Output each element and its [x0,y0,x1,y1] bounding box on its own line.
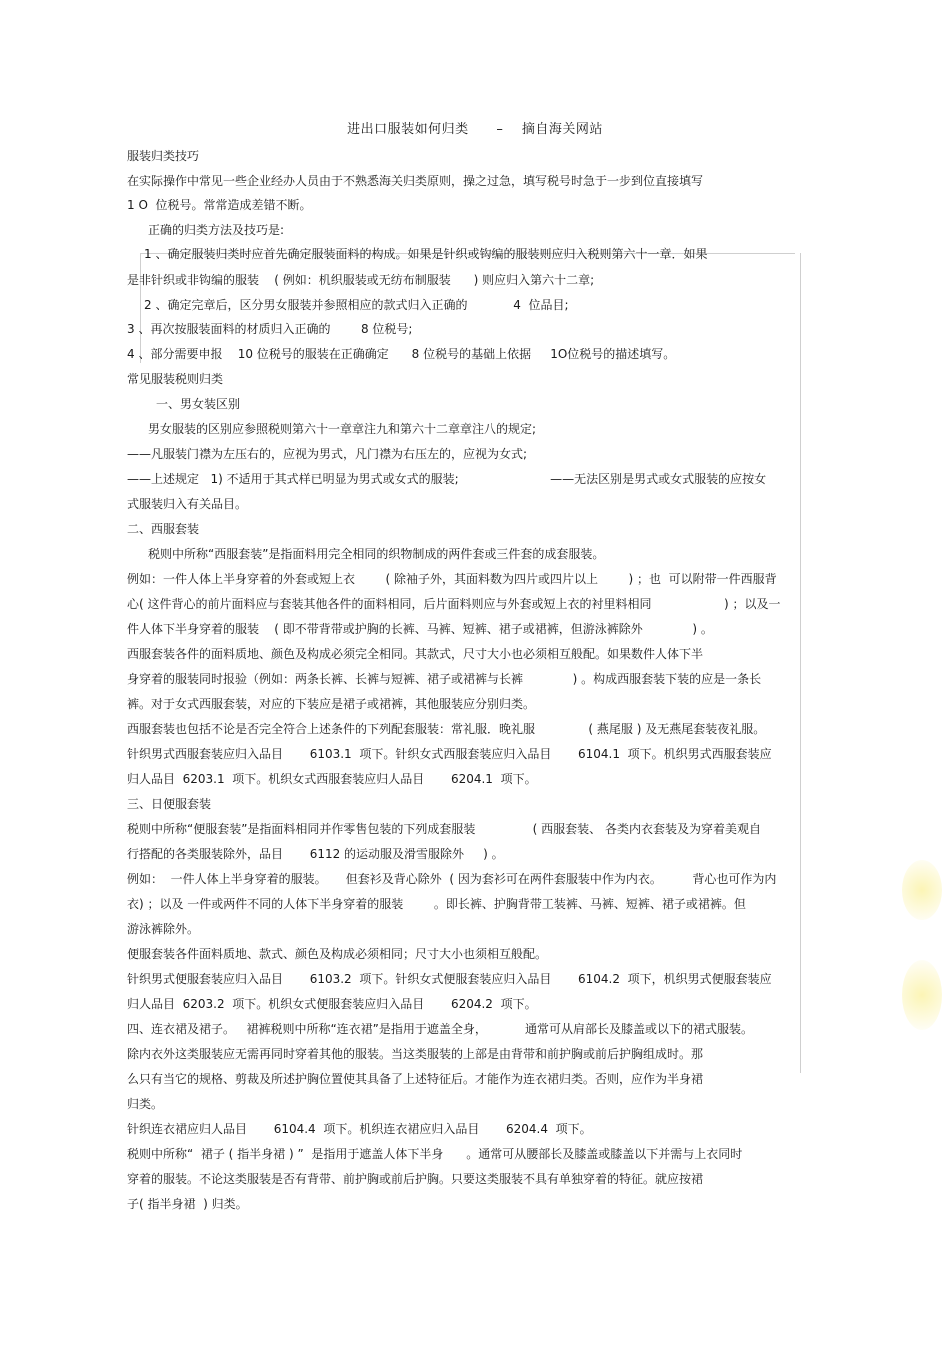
text-line: 4 、部分需要申报 10 位税号的服装在正确确定 8 位税号的基础上依据 1O位税号的描述填写。 [127,347,676,361]
text-line: 1 、确定服装归类时应首先确定服装面料的构成。如果是针织或钩编的服装则应归入税则第六十一章．如果 [144,247,708,261]
text-line: ——上述规定 1) 不适用于其式样已明显为男式或女式的服装; ——无法区别是男式或女式服装的应按女 [127,472,767,486]
paper-stain [902,860,942,920]
text-line: 针织男式西服套装应归入品目 6103.1 项下。针织女式西服套装应归入品目 6104.1 项下。机织男式西服套装应 [127,747,772,761]
text-line: 归类。 [127,1097,164,1111]
text-line: 2 、确定完章后，区分男女服装并参照相应的款式归入正确的 4 位品目; [144,298,569,312]
text-line: 税则中所称“西服套装”是指面料用完全相同的织物制成的两件套或三件套的成套服装。 [148,547,605,561]
text-line: 归人品目 6203.1 项下。机织女式西服套装应归人品目 6204.1 项下。 [127,772,537,786]
scan-frame-line [800,253,801,1073]
text-line: 针织男式便服套装应归入品目 6103.2 项下。针织女式便服套装应归入品目 6104.2 项下，机织男式便服套装应 [127,972,772,986]
text-line: 裤。对于女式西服套装，对应的下装应是裙子或裙裤，其他服装应分别归类。 [127,697,536,711]
text-line: 正确的归类方法及技巧是: [148,223,285,237]
text-line: 常见服装税则归类 [127,372,224,386]
text-line: 三、日便服套装 [127,797,212,811]
text-line: 归人品目 6203.2 项下。机织女式便服套装应归入品目 6204.2 项下。 [127,997,537,1011]
text-line: 子( 指半身裙 ) 归类。 [127,1197,248,1211]
text-line: 是非针织或非钩编的服装 ( 例如：机织服装或无纺布制服装 ) 则应归入第六十二章; [127,273,595,287]
text-line: 在实际操作中常见一些企业经办人员由于不熟悉海关归类原则，操之过急，填写税号时急于一步到位直接填写 [127,174,704,188]
text-line: 税则中所称“便服套装”是指面料相同并作零售包装的下列成套服装 ( 西服套装、 各类内衣套装及为穿着美观自 [127,822,761,836]
text-line: 例如： 一件人体上半身穿着的服装。 但套衫及背心除外 ( 因为套衫可在两件套服装中作为内衣。 背心也可作为内 [127,872,777,886]
text-line: 针织连衣裙应归人品目 6104.4 项下。机织连衣裙应归入品目 6204.4 项下。 [127,1122,592,1136]
text-line: 1 O 位税号。常常造成差错不断。 [127,198,312,212]
paper-stain [902,960,942,1030]
document-title: 进出口服装如何归类 – 摘自海关网站 [347,122,603,137]
text-line: 身穿着的服装同时报验（例如：两条长裤、长裤与短裤、裙子或裙裤与长裤 ) 。构成西服套装下装的应是一条长 [127,672,762,686]
text-line: 件人体下半身穿着的服装 ( 即不带背带或护胸的长裤、马裤、短裤、裙子或裙裤，但游泳裤除外 ) 。 [127,622,713,636]
text-line: 一、男女装区别 [156,397,241,411]
text-line: 四、连衣裙及裙子。 裙裤税则中所称“连衣裙”是指用于遮盖全身， 通常可从肩部长及膝盖或以下的裙式服装。 [127,1022,754,1036]
text-line: 税则中所称“ 裙子 ( 指半身裙 ) ” 是指用于遮盖人体下半身 。通常可从腰部长及膝盖或膝盖以下并需与上衣同时 [127,1147,743,1161]
text-line: 除内衣外这类服装应无需再同时穿着其他的服装。当这类服装的上部是由背带和前护胸或前后护胸组成时。那 [127,1047,704,1061]
text-line: 衣) ；以及 一件或两件不同的人体下半身穿着的服装 。即长裤、护胸背带工装裤、马裤、短裤、裙子或裙裤。但 [127,897,746,911]
text-line: 便服套装各件面料质地、款式、颜色及构成必须相同；尺寸大小也须相互般配。 [127,947,548,961]
text-line: 行搭配的各类服装除外，品目 6112 的运动服及滑雪服除外 ) 。 [127,847,504,861]
text-line: 例如：一件人体上半身穿着的外套或短上衣 ( 除袖子外，其面料数为四片或四片以上 ) ；也 可以附带一件西服背 [127,572,777,586]
text-line: 服装归类技巧 [127,149,200,163]
text-line: 男女服装的区别应参照税则第六十一章章注九和第六十二章章注八的规定; [148,422,537,436]
text-line: 3 、再次按服装面料的材质归入正确的 8 位税号; [127,322,413,336]
text-line: 游泳裤除外。 [127,922,200,936]
text-line: 西服套装各件的面料质地、颜色及构成必须完全相同。其款式，尺寸大小也必须相互般配。如果数件人体下半 [127,647,704,661]
text-line: 穿着的服装。不论这类服装是否有背带、前护胸或前后护胸。只要这类服装不具有单独穿着的特征。就应按裙 [127,1172,704,1186]
text-line: 么只有当它的规格、剪裁及所述护胸位置使其具备了上述特征后。才能作为连衣裙归类。否则，应作为半身裙 [127,1072,704,1086]
text-line: 二、西服套装 [127,522,200,536]
text-line: 西服套装也包括不论是否完全符合上述条件的下列配套服装：常礼服．晚礼服 ( 燕尾服 ) 及无燕尾套装夜礼服。 [127,722,766,736]
text-line: ——凡服装门襟为左压右的，应视为男式，凡门襟为右压左的，应视为女式; [127,447,528,461]
text-line: 心( 这件背心的前片面料应与套装其他各件的面料相同，后片面料则应与外套或短上衣的衬里料相同 ) ；以及一 [127,597,781,611]
text-line: 式服装归入有关品目。 [127,497,248,511]
